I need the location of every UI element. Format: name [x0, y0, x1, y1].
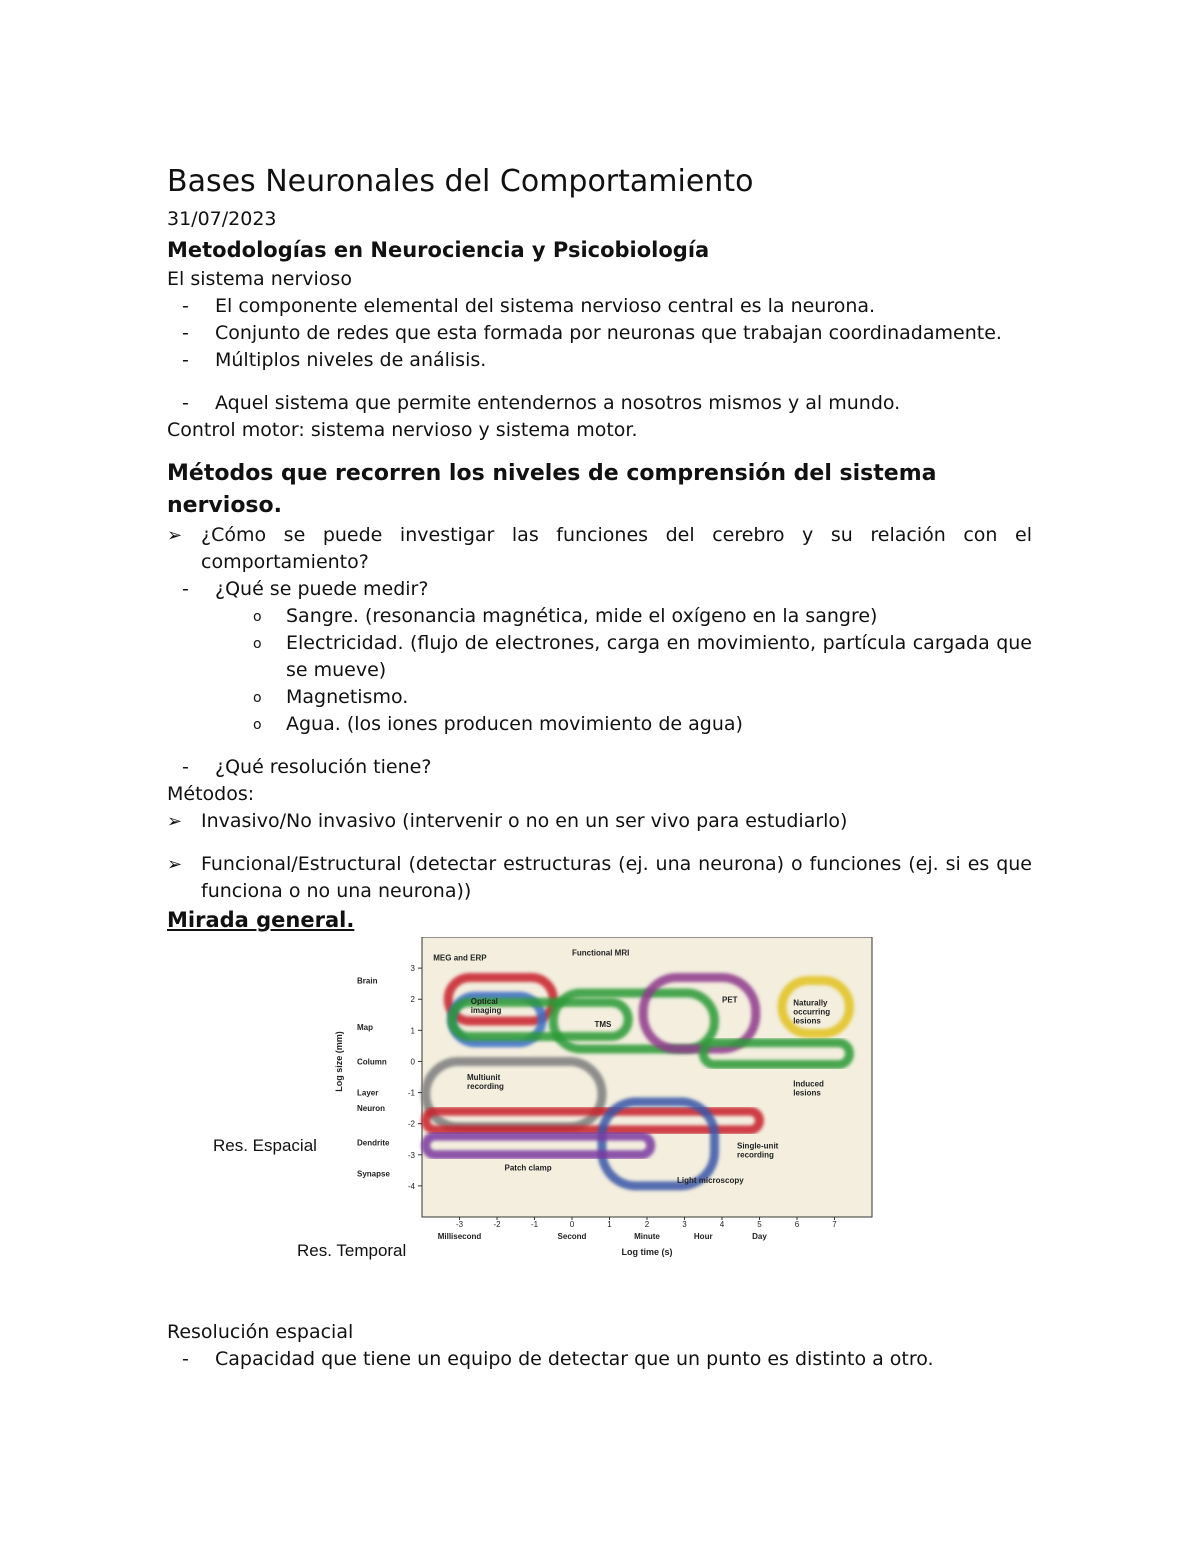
- list-item: - Aquel sistema que permite entendernos a nosotros mismos y al mundo.: [167, 390, 1032, 417]
- y-tick-label: -2: [407, 1119, 415, 1129]
- question-main: ¿Cómo se puede investigar las funciones del cerebro y su relación con el comportamiento?: [201, 524, 1032, 573]
- list-item: - ¿Qué se puede medir?: [167, 576, 1032, 603]
- y-tick-label: -4: [407, 1181, 415, 1191]
- metodos-list: [167, 808, 1032, 905]
- resolucion-espacial-heading: Resolución espacial: [167, 1321, 354, 1343]
- y-tick-label: 0: [410, 1057, 415, 1067]
- metodos-label: Métodos:: [167, 783, 255, 805]
- y-tick-label: 3: [410, 964, 415, 974]
- method-label: Functional MRI: [572, 948, 630, 958]
- list-item: ➢ Invasivo/No invasivo (intervenir o no en un ser vivo para estudiarlo): [167, 808, 1032, 835]
- x-tick-label: -3: [455, 1220, 464, 1229]
- list-item: - Múltiplos niveles de análisis.: [167, 347, 1032, 374]
- resolucion-question-list: [167, 754, 1032, 781]
- resolucion-espacial-list: [167, 1346, 1032, 1373]
- y-level-label: Column: [357, 1057, 387, 1067]
- circle-bullet-icon: o: [253, 717, 262, 733]
- y-level-label: Neuron: [357, 1104, 385, 1114]
- circle-bullet-icon: o: [253, 609, 262, 625]
- list-item: o Sangre. (resonancia magnética, mide el oxígeno en la sangre): [167, 603, 1032, 630]
- resolution-figure: [167, 935, 1032, 1315]
- method-label: Multiunit: [467, 1073, 501, 1083]
- metodos-questions-list: [167, 522, 1032, 603]
- list-item: [167, 522, 1032, 576]
- list-item: o Magnetismo.: [167, 684, 1032, 711]
- method-label: occurring: [793, 1007, 831, 1017]
- x-unit-label: Minute: [634, 1232, 660, 1241]
- x-axis-title: Log time (s): [621, 1247, 673, 1257]
- heading-metodos-niveles: Métodos que recorren los niveles de comprensión del sistema nervioso.: [167, 461, 937, 518]
- circle-bullet-icon: o: [253, 636, 262, 652]
- y-level-label: Map: [357, 1023, 373, 1033]
- y-tick-label: -3: [407, 1150, 415, 1160]
- method-label: recording: [467, 1082, 504, 1092]
- x-tick-label: 1: [607, 1220, 612, 1229]
- x-tick-label: -1: [530, 1220, 539, 1229]
- y-level-label: Brain: [357, 976, 378, 986]
- method-label: recording: [737, 1150, 774, 1160]
- method-label: PET: [722, 995, 738, 1005]
- x-tick-label: -2: [493, 1220, 501, 1229]
- method-label: Optical: [470, 996, 498, 1006]
- list-item: - ¿Qué resolución tiene?: [167, 754, 1032, 781]
- x-tick-label: 0: [569, 1220, 575, 1229]
- x-tick-label: 6: [794, 1220, 800, 1229]
- x-unit-label: Millisecond: [437, 1232, 482, 1241]
- arrow-bullet-icon: ➢: [167, 854, 183, 875]
- method-label: lesions: [793, 1088, 821, 1098]
- method-label: Single-unit: [737, 1141, 779, 1151]
- method-label: MEG and ERP: [433, 953, 487, 963]
- x-tick-label: 7: [832, 1220, 837, 1229]
- circle-bullet-icon: o: [253, 690, 262, 706]
- arrow-bullet-icon: ➢: [167, 525, 183, 546]
- y-tick-label: 1: [410, 1026, 415, 1036]
- y-tick-label: 2: [410, 995, 415, 1005]
- document-date: 31/07/2023: [167, 208, 277, 230]
- x-tick-label: 3: [682, 1220, 687, 1229]
- y-axis-title: Log size (mm): [334, 1031, 344, 1092]
- method-label: lesions: [793, 1016, 821, 1026]
- medir-list: [167, 603, 1032, 738]
- list-item: - El componente elemental del sistema nervioso central es la neurona.: [167, 293, 1032, 320]
- method-label: Patch clamp: [504, 1163, 552, 1173]
- document-page: [167, 160, 1032, 1373]
- list-item: - Conjunto de redes que esta formada por neuronas que trabajan coordinadamente.: [167, 320, 1032, 347]
- x-unit-label: Hour: [693, 1232, 713, 1241]
- y-level-label: Dendrite: [357, 1138, 390, 1148]
- y-level-label: Synapse: [357, 1169, 390, 1179]
- y-level-label: Layer: [357, 1088, 379, 1098]
- method-label: Induced: [793, 1079, 824, 1089]
- methods-resolution-chart: [327, 937, 887, 1267]
- list-item: o Electricidad. (flujo de electrones, carga en movimiento, partícula cargada que se mueve): [253, 632, 1032, 681]
- list-item: - Capacidad que tiene un equipo de detectar que un punto es distinto a otro.: [167, 1346, 1032, 1373]
- section-label-sistema-nervioso: El sistema nervioso: [167, 268, 352, 290]
- sistema-nervioso-list: [167, 293, 1032, 417]
- label-res-temporal: Res. Temporal: [297, 1241, 407, 1260]
- method-label: Light microscopy: [677, 1175, 744, 1185]
- document-title: Bases Neuronales del Comportamiento: [167, 164, 754, 199]
- label-res-espacial: Res. Espacial: [213, 1136, 317, 1155]
- x-unit-label: Second: [557, 1232, 587, 1241]
- x-tick-label: 4: [719, 1220, 725, 1229]
- mirada-general-heading: Mirada general.: [167, 908, 355, 932]
- list-item: ➢ Funcional/Estructural (detectar estructuras (ej. una neurona) o funciones (ej. si es que funciona o no una neurona)): [167, 853, 1032, 902]
- x-tick-label: 5: [757, 1220, 762, 1229]
- method-label: TMS: [594, 1020, 612, 1030]
- list-item: o Agua. (los iones producen movimiento de agua): [167, 711, 1032, 738]
- control-motor-text: Control motor: sistema nervioso y sistema motor.: [167, 419, 638, 441]
- x-tick-label: 2: [644, 1220, 650, 1229]
- y-tick-label: -1: [407, 1088, 415, 1098]
- method-label: imaging: [470, 1005, 502, 1015]
- heading-metodologias: Metodologías en Neurociencia y Psicobiología: [167, 238, 710, 262]
- method-label: Naturally: [793, 998, 828, 1008]
- arrow-bullet-icon: ➢: [167, 811, 183, 832]
- x-unit-label: Day: [752, 1232, 767, 1241]
